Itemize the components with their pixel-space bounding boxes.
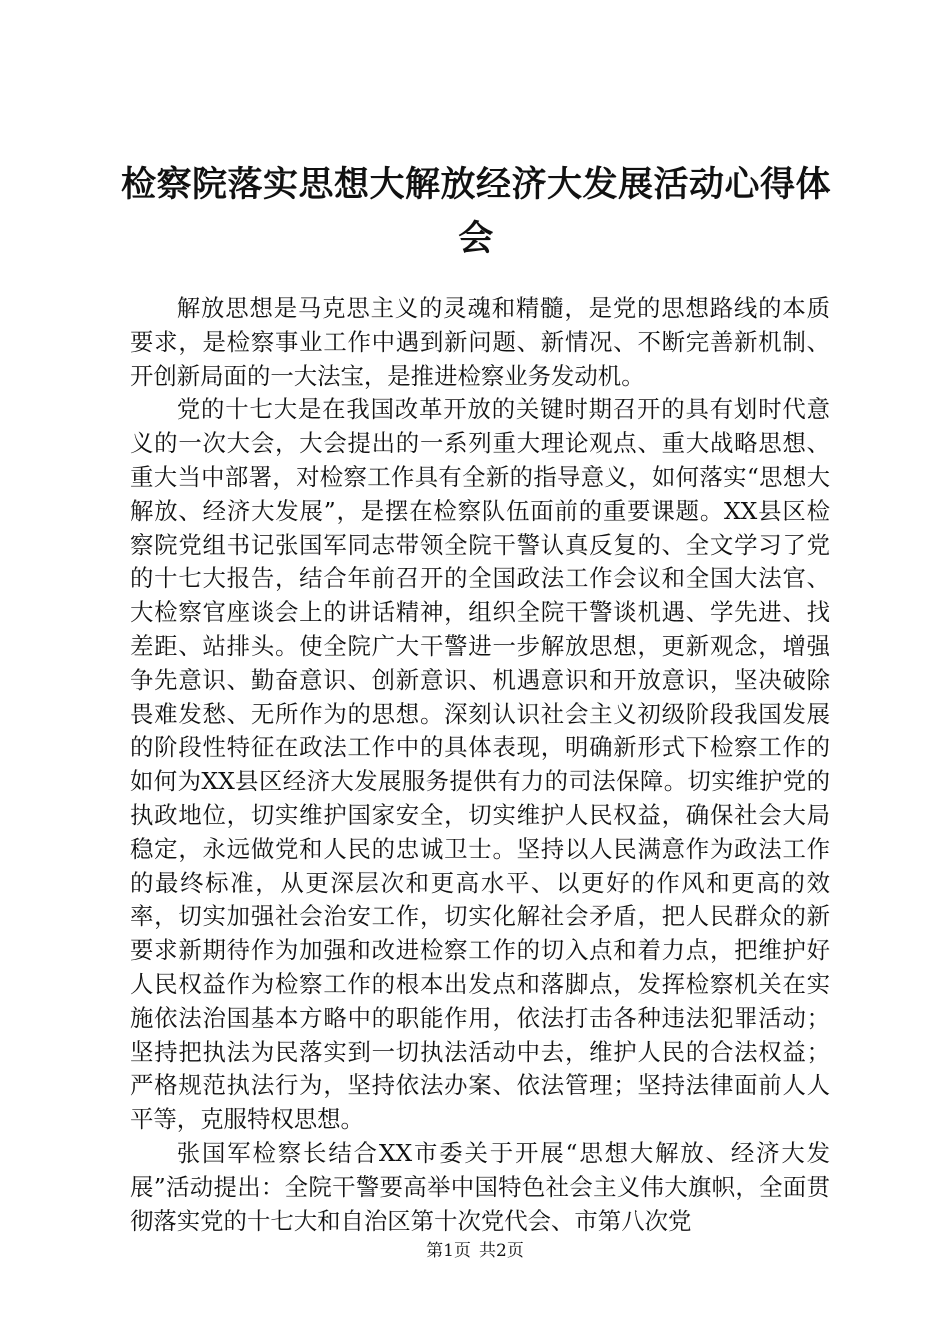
paragraph-1: 解放思想是马克思主义的灵魂和精髓，是党的思想路线的本质要求，是检察事业工作中遇到新问题、新情况、不断完善新机制、开创新局面的一大法宝，是推进检察业务发动机。 — [130, 294, 830, 390]
paragraph-2: 党的十七大是在我国改革开放的关键时期召开的具有划时代意义的一次大会，大会提出的一系列重大理论观点、重大战略思想、重大当中部署，对检察工作具有全新的指导意义，如何落实“思想大解放、经济大发展”，是摆在检察队伍面前的重要课题。XX县区检察院党组书记张国军同志带领全院干警认真反复的、全文学习了党的十七大报告，结合年前召开的全国政法工作会议和全国大法官、大检察官座谈会上的讲话精神，组织全院干警谈机遇、学先进、找差距、站排头。使全院广大干警进一步解放思想，更新观念，增强争先意识、勤奋意识、创新意识、机遇意识和开放意识，坚决破除畏难发愁、无所作为的思想。深刻认识社会主义初级阶段我国发展的阶段性特征在政法工作中的具体表现，明确新形式下检察工作的如何为XX县区经济大发展服务提供有力的司法保障。切实维护党的执政地位，切实维护国家安全，切实维护人民权益，确保社会大局稳定，永远做党和人民的忠诚卫士。坚持以人民满意作为政法工作的最终标准，从更深层次和更高水平、以更好的作风和更高的效率，切实加强社会治安工作，切实化解社会矛盾，把人民群众的新要求新期待作为加强和改进检察工作的切入点和着力点，把维护好人民权益作为检察工作的根本出发点和落脚点，发挥检察机关在实施依法治国基本方略中的职能作用，依法打击各种违法犯罪活动；坚持把执法为民落实到一切执法活动中去，维护人民的合法权益；严格规范执法行为，坚持依法办案、依法管理；坚持法律面前人人平等，克服特权思想。 — [130, 395, 830, 1134]
page-number-current: 第1页 — [426, 1241, 471, 1261]
document-body — [130, 292, 830, 1238]
paragraph-3: 张国军检察长结合XX市委关于开展“思想大解放、经济大发展”活动提出：全院干警要高举中国特色社会主义伟大旗帜，全面贯彻落实党的十七大和自治区第十次党代会、市第八次党 — [130, 1138, 830, 1235]
document-title: 检察院落实思想大解放经济大发展活动心得体会 — [120, 165, 831, 259]
page-number-total: 共2页 — [479, 1241, 524, 1261]
page-footer — [0, 1240, 950, 1262]
